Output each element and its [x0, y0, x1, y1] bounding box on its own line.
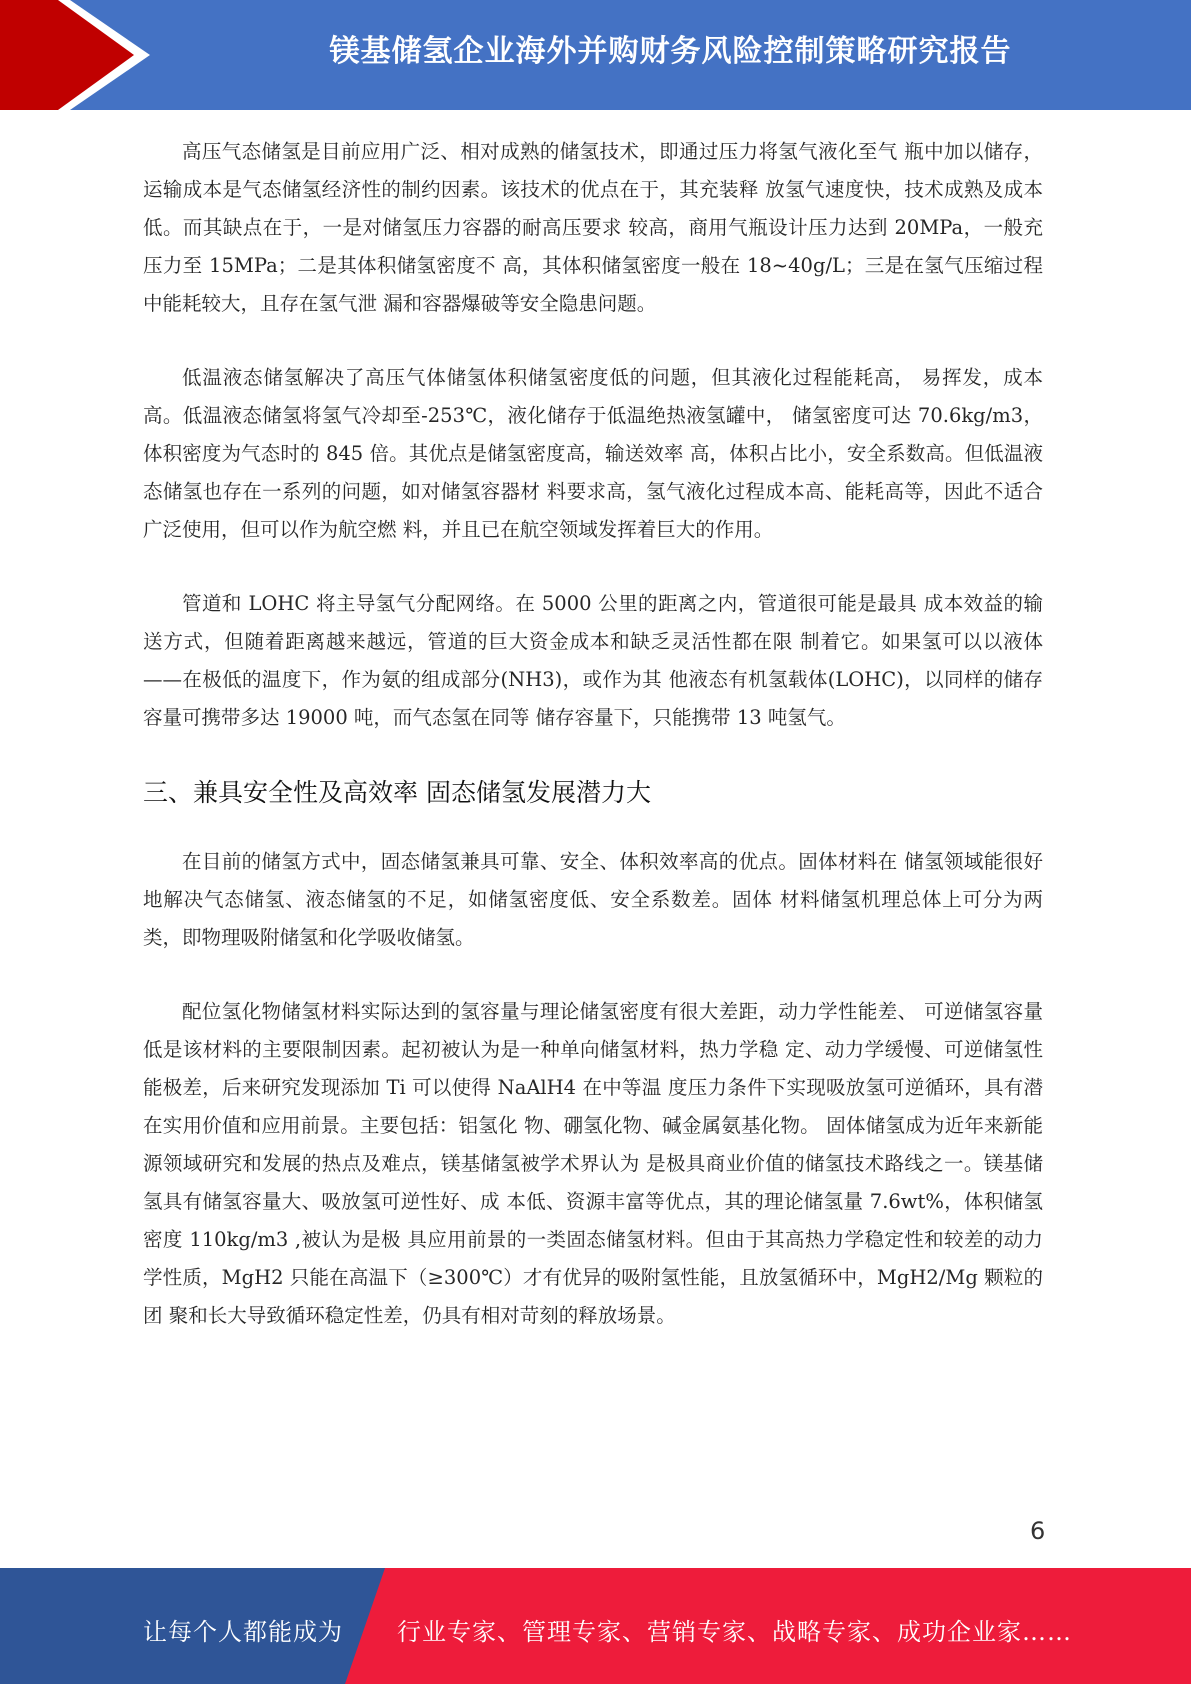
paragraph-high-pressure-storage: 高压气态储氢是目前应用广泛、相对成熟的储氢技术，即通过压力将氢气液化至气 瓶中加以储存，运输成本是气态储氢经济性的制约因素。该技术的优点在于，其充装释 放氢气速度快，技术成熟及成本低。而其缺点在于，一是对储氢压力容器的耐高压要求 较高，商用气瓶设计压力达到 20MPa，一般充压力至 15MPa；二是其体积储氢密度不 高，其体积储氢密度一般在 18~40g/L；三是在氢气压缩过程中能耗较大，且存在氢气泄 漏和容器爆破等安全隐患问题。	[143, 140, 1043, 315]
paragraph-solid-storage: 在目前的储氢方式中，固态储氢兼具可靠、安全、体积效率高的优点。固体材料在 储氢领域能很好地解决气态储氢、液态储氢的不足，如储氢密度低、安全系数差。固体 材料储氢机理总体上可分为两类，即物理吸附储氢和化学吸收储氢。	[143, 850, 1043, 949]
footer-slogan-left: 让每个人都能成为	[143, 1618, 343, 1646]
header-chevron-decoration	[0, 0, 160, 110]
report-title: 镁基储氢企业海外并购财务风险控制策略研究报告	[329, 34, 1012, 69]
paragraph-complex-hydrides: 配位氢化物储氢材料实际达到的氢容量与理论储氢密度有很大差距，动力学性能差、 可逆储氢容量低是该材料的主要限制因素。起初被认为是一种单向储氢材料，热力学稳 定、动力学缓慢、可逆储氢性能极差，后来研究发现添加 Ti 可以使得 NaAlH4 在中等温 度压力条件下实现吸放氢可逆循环，具有潜在实用价值和应用前景。主要包括：铝氢化 物、硼氢化物、碱金属氨基化物。 固体储氢成为近年来新能源领域研究和发展的热点及难点，镁基储氢被学术界认为 是极具商业价值的储氢技术路线之一。镁基储氢具有储氢容量大、吸放氢可逆性好、成 本低、资源丰富等优点，其的理论储氢量 7.6wt%，体积储氢密度 110kg/m3 ,被认为是极 具应用前景的一类固态储氢材料。但由于其高热力学稳定性和较差的动力学性质，MgH2 只能在高温下（≥300℃）才有优异的吸附氢性能，且放氢循环中，MgH2/Mg 颗粒的团 聚和长大导致循环稳定性差，仍具有相对苛刻的释放场景。	[143, 1000, 1043, 1327]
document-body	[143, 133, 1043, 1371]
footer-band	[0, 1568, 1191, 1684]
page-number: 6	[1030, 1517, 1046, 1545]
paragraph-liquid-storage: 低温液态储氢解决了高压气体储氢体积储氢密度低的问题，但其液化过程能耗高， 易挥发，成本高。低温液态储氢将氢气冷却至-253℃，液化储存于低温绝热液氢罐中， 储氢密度可达 70.6kg/m3，体积密度为气态时的 845 倍。其优点是储氢密度高，输送效率 高，体积占比小，安全系数高。但低温液态储氢也存在一系列的问题，如对储氢容器材 料要求高，氢气液化过程成本高、能耗高等，因此不适合广泛使用，但可以作为航空燃 料，并且已在航空领域发挥着巨大的作用。	[143, 366, 1043, 541]
header-band	[0, 0, 1191, 110]
paragraph-pipeline-lohc: 管道和 LOHC 将主导氢气分配网络。在 5000 公里的距离之内，管道很可能是最具 成本效益的输送方式，但随着距离越来越远，管道的巨大资金成本和缺乏灵活性都在限 制着它。如果氢可以以液体——在极低的温度下，作为氨的组成部分(NH3)，或作为其 他液态有机氢载体(LOHC)，以同样的储存容量可携带多达 19000 吨，而气态氢在同等 储存容量下，只能携带 13 吨氢气。	[143, 592, 1043, 729]
footer-slogan-right: 行业专家、管理专家、营销专家、战略专家、成功企业家……	[397, 1618, 1072, 1646]
section-heading: 三、兼具安全性及高效率 固态储氢发展潜力大	[143, 778, 651, 807]
